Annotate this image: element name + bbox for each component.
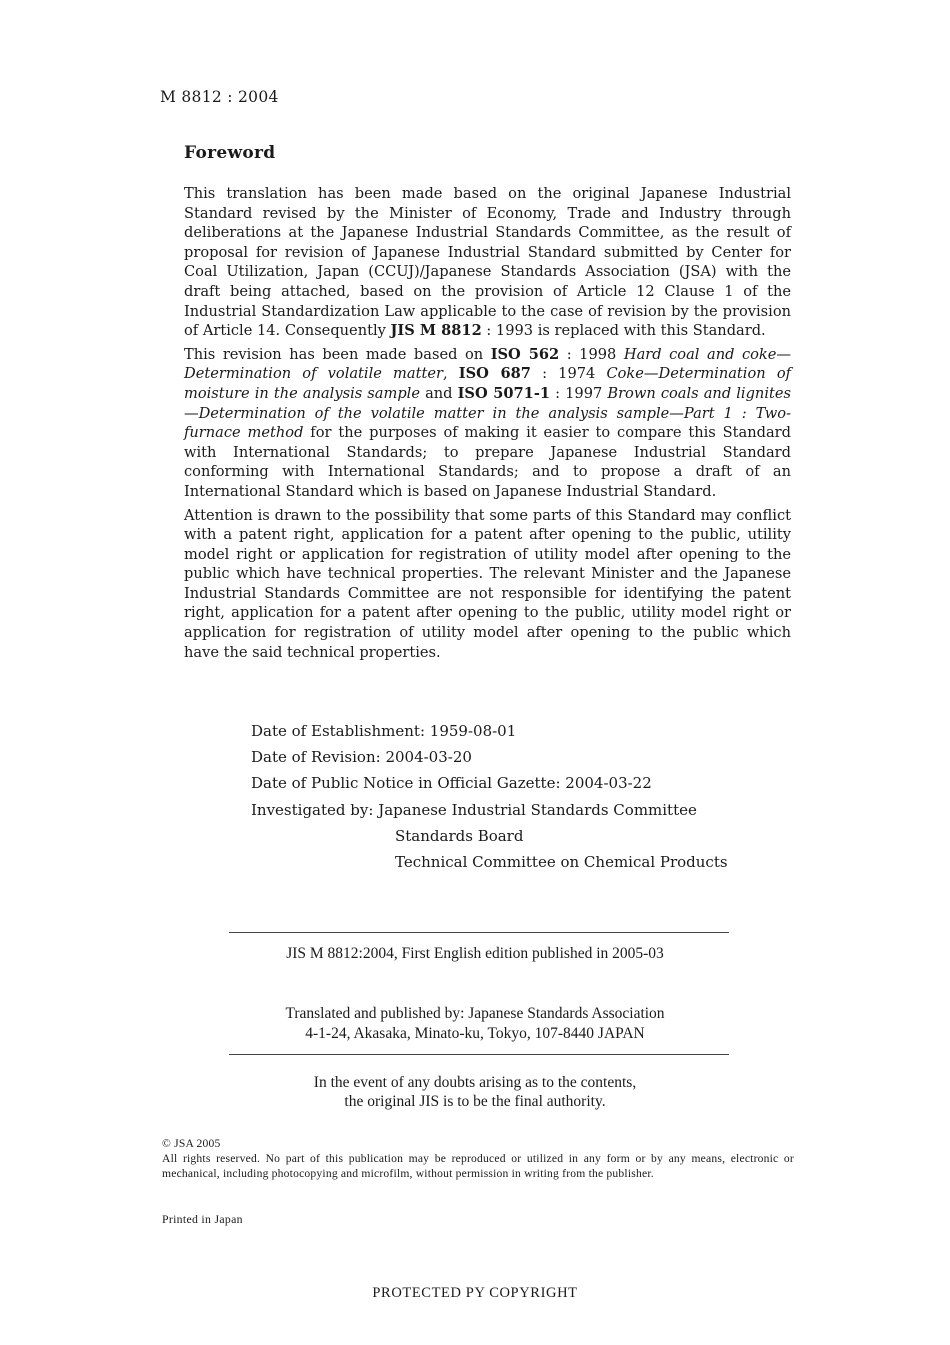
p2-text-c: , [442, 365, 459, 383]
p2-text-d: : 1974 [530, 365, 607, 383]
date-establishment: Date of Establishment: 1959-08-01 [251, 722, 517, 740]
p2-text-b: : 1998 [559, 345, 624, 363]
date-revision: Date of Revision: 2004-03-20 [251, 748, 472, 767]
copyright-notice [162, 1136, 794, 1181]
foreword-heading: Foreword [184, 143, 276, 163]
p2-text-f: : 1997 [550, 384, 608, 402]
p2-iso-ref-3: ISO 5071-1 [457, 384, 551, 402]
p2-title-2: Coke—Determination of moisture in the analysis sample [184, 365, 792, 402]
p2-title-3: Brown coals and lignites—Determination of the volatile matter in the analysis sample—Part 1 : Two-furnace method [184, 384, 791, 442]
foreword-body [184, 184, 791, 666]
p2-title-1: Hard coal and coke—Determination of volatile matter [184, 345, 791, 383]
foreword-paragraph-2 [184, 345, 791, 502]
authority-note-1: In the event of any doubts arising as to the contents, [313, 1074, 637, 1091]
publisher-line-1: Translated and published by: Japanese Standards Association [285, 1005, 665, 1022]
dates-block [251, 718, 728, 875]
p1-standard-ref: JIS M 8812 [390, 322, 482, 340]
divider-bottom [229, 1054, 729, 1055]
investigated-board: Standards Board [395, 826, 524, 845]
investigated-by [251, 797, 728, 823]
authority-note-2: the original JIS is to be the final authority. [344, 1093, 606, 1110]
p2-iso-ref-2: ISO 687 [458, 365, 531, 383]
printed-in: Printed in Japan [162, 1212, 243, 1226]
p2-text-g: for the purposes of making it easier to compare this Standard with International Standards; to prepare Japanese Industrial Standard conforming with International Standards; and to propose a draft of an International Standard which is based on Japanese Industrial Standard. [184, 424, 791, 500]
p1-text-a: This translation has been made based on the original Japanese Industrial Standard revised by the Minister of Economy, Trade and Industry through deliberations at the Japanese Industrial Standards Committee, as the result of proposal for revision of Japanese Industrial Standard submitted by Center for Coal Utilization, Japan (CCUJ)/Japanese Standards Association (JSA) with the draft being attached, based on the provision of Article 12 Clause 1 of the Industrial Standardization Law applicable to the case of revision by the provision of Article 14. Consequently [184, 185, 791, 340]
investigated-committee: Japanese Industrial Standards Committee [378, 800, 697, 819]
p1-text-b: : 1993 is replaced with this Standard. [481, 322, 766, 340]
p2-text-a: This revision has been made based on [184, 345, 491, 363]
investigated-technical-committee: Technical Committee on Chemical Products [395, 853, 728, 872]
edition-line: JIS M 8812:2004, First English edition published in 2005-03 [286, 945, 664, 962]
foreword-paragraph-1 [184, 184, 791, 341]
date-public-notice: Date of Public Notice in Official Gazette: 2004-03-22 [251, 774, 652, 793]
investigated-label: Investigated by: [251, 800, 379, 819]
divider-top [229, 932, 729, 933]
p2-iso-ref-1: ISO 562 [490, 345, 560, 363]
rights-reserved-text: All rights reserved. No part of this publication may be reproduced or utilized in any form or by any means, electronic or mechanical, including photocopying and microfilm, without permission in writing from the publisher. [162, 1152, 794, 1180]
copyright-line: © JSA 2005 [162, 1137, 221, 1150]
p2-text-e: and [420, 384, 458, 402]
protected-footer: PROTECTED PY COPYRIGHT [372, 1285, 578, 1301]
publisher-address: 4-1-24, Akasaka, Minato-ku, Tokyo, 107-8440 JAPAN [305, 1025, 645, 1042]
foreword-paragraph-3: Attention is drawn to the possibility that some parts of this Standard may conflict with a patent right, application for a patent after opening to the public, utility model right or application for registration of utility model after opening to the public which have technical properties. The relevant Minister and the Japanese Industrial Standards Committee are not responsible for identifying the patent right, application for a patent after opening to the public, utility model right or application for registration of utility model after opening to the public which have the said technical properties. [184, 506, 791, 661]
document-id: M 8812 : 2004 [160, 88, 279, 106]
